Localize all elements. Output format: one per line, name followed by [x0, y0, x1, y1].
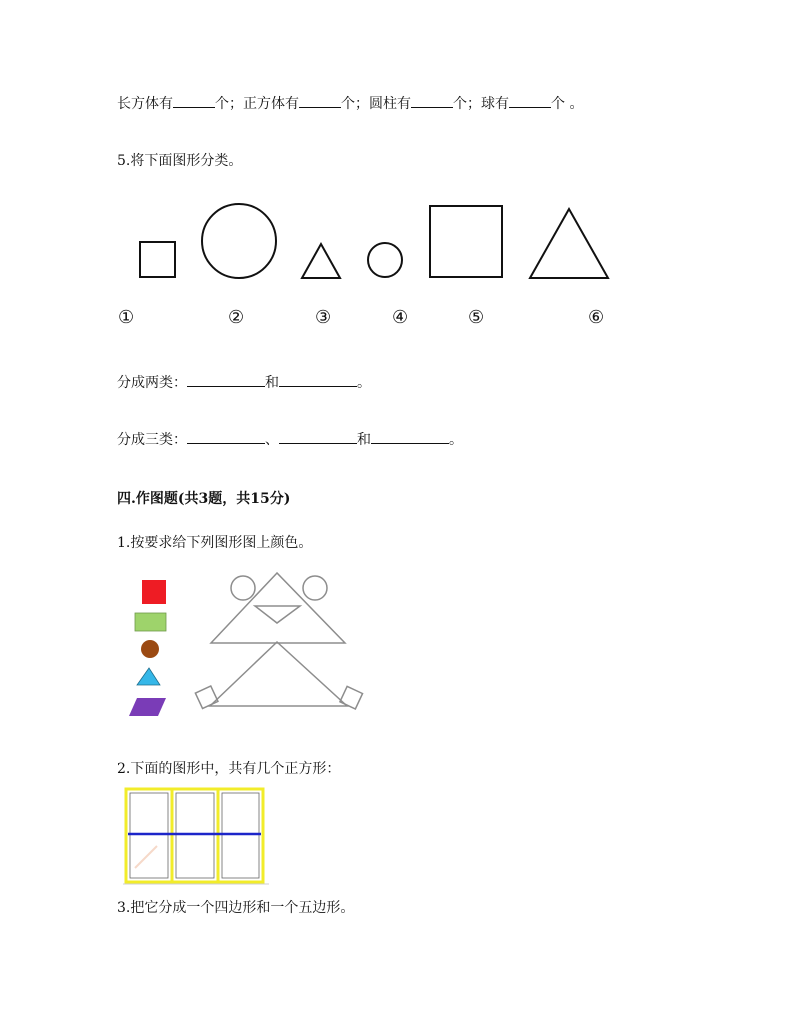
shape-2-circle	[202, 204, 276, 278]
color-legend-figure	[125, 575, 185, 725]
blank-group-b[interactable]	[279, 372, 357, 387]
inner-cell-1	[130, 793, 168, 878]
shape-label-6: ⑥	[588, 307, 605, 328]
blank-group-1[interactable]	[187, 429, 265, 444]
shape-5-square	[430, 206, 502, 277]
three-groups-and: 和	[357, 432, 371, 448]
legend-brown-circle	[141, 640, 159, 658]
q4-text-cylinder: 个；圆柱有	[341, 96, 411, 112]
blank-group-a[interactable]	[187, 372, 265, 387]
blank-group-3[interactable]	[371, 429, 449, 444]
inner-cell-2	[176, 793, 214, 878]
q5-title: 5.将下面图形分类。	[117, 153, 243, 169]
three-groups-sep: 、	[265, 432, 279, 448]
legend-blue-triangle	[137, 668, 160, 685]
two-groups-end: 。	[357, 375, 371, 391]
bear-figure	[195, 568, 370, 718]
shape-label-5: ⑤	[468, 307, 485, 328]
bear-left-ear	[231, 576, 255, 600]
q4-text-cube: 个；正方体有	[215, 96, 299, 112]
faint-diagonal	[135, 846, 157, 868]
q5-three-groups-line	[117, 429, 463, 450]
blank-cube[interactable]	[299, 93, 341, 108]
q5-shapes-figure	[115, 196, 625, 291]
legend-red-square	[142, 580, 166, 604]
q4-text-sphere: 个；球有	[453, 96, 509, 112]
p2-title: 2.下面的图形中，共有几个正方形：	[117, 761, 341, 777]
shape-3-triangle	[302, 244, 340, 278]
shape-label-1: ①	[118, 307, 135, 328]
q4-counting-line	[117, 93, 583, 114]
inner-cell-3	[222, 793, 259, 878]
p3-title: 3.把它分成一个四边形和一个五边形。	[117, 900, 355, 916]
shape-6-triangle	[530, 209, 608, 278]
q5-two-groups-line	[117, 372, 371, 393]
bear-body-triangle	[210, 642, 347, 706]
bear-right-ear	[303, 576, 327, 600]
bear-left-foot	[195, 686, 218, 709]
two-groups-label: 分成两类：	[117, 375, 187, 391]
three-groups-label: 分成三类：	[117, 432, 187, 448]
q4-text-cuboid: 长方体有	[117, 96, 173, 112]
three-groups-end: 。	[449, 432, 463, 448]
squares-figure	[123, 786, 271, 886]
p1-title: 1.按要求给下列图形图上颜色。	[117, 535, 313, 551]
legend-green-rectangle	[135, 613, 166, 631]
shape-1-square	[140, 242, 175, 277]
two-groups-and: 和	[265, 375, 279, 391]
shape-label-2: ②	[228, 307, 245, 328]
shape-label-3: ③	[315, 307, 332, 328]
blank-cuboid[interactable]	[173, 93, 215, 108]
shape-4-circle	[368, 243, 402, 277]
blank-sphere[interactable]	[509, 93, 551, 108]
q4-text-end: 个 。	[551, 96, 584, 112]
legend-purple-parallelogram	[129, 698, 166, 716]
section-heading: 四.作图题(共3题，共15分)	[117, 491, 291, 507]
shape-label-4: ④	[392, 307, 409, 328]
outer-frame	[126, 789, 263, 882]
blank-cylinder[interactable]	[411, 93, 453, 108]
blank-group-2[interactable]	[279, 429, 357, 444]
